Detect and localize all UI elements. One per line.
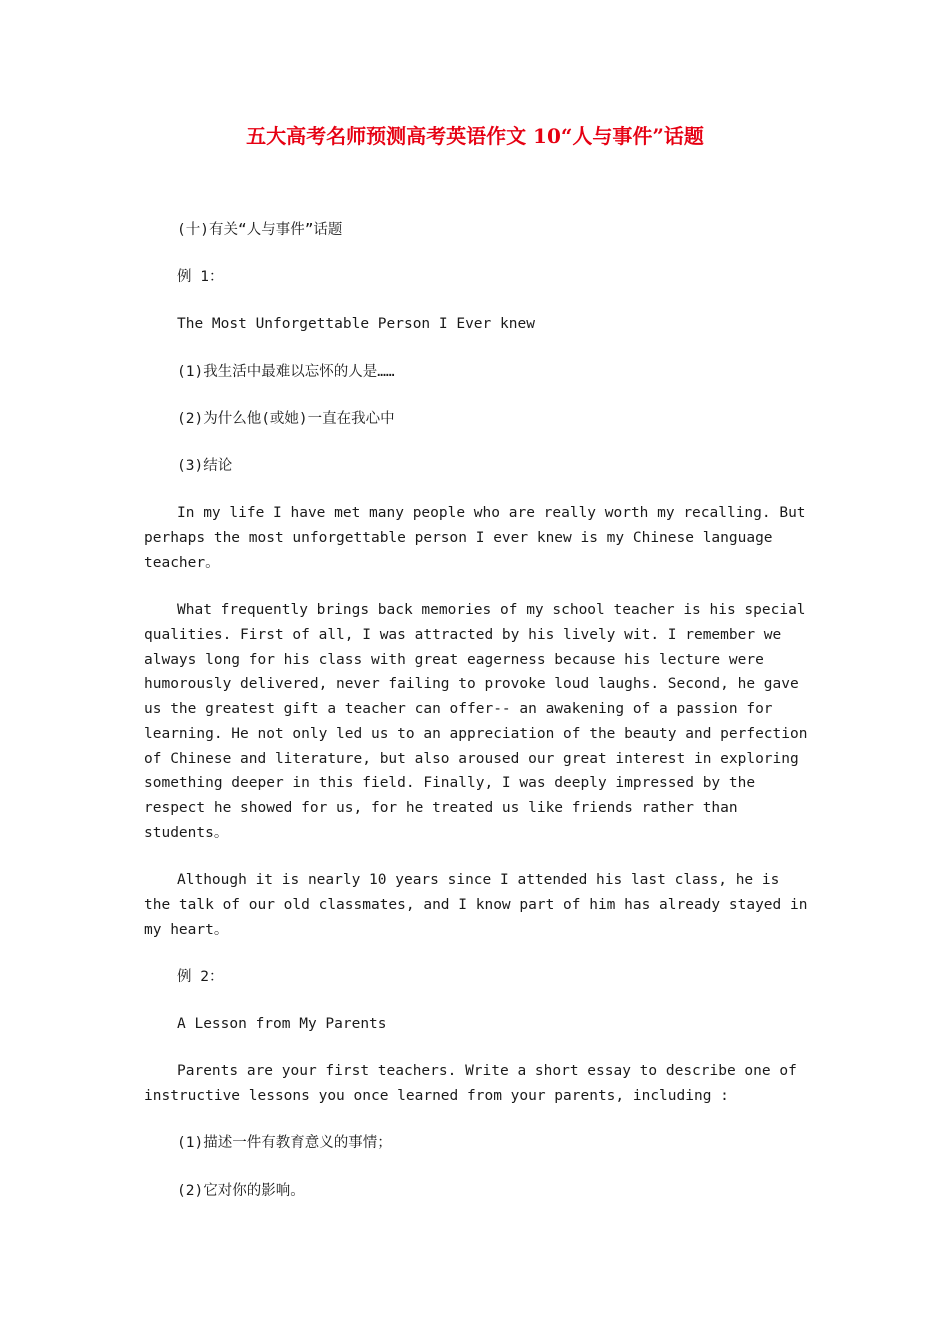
outline-point-3: (3)结论	[177, 457, 233, 474]
document-body	[144, 218, 809, 1226]
essay-paragraph-2: What frequently brings back memories of my school teacher is his special qualities. First of all, I was attracted by his lively wit. I remember we always long for his class with great eagerness because his lecture were humorously delivered, never failing to provoke loud laughs. Second, he gave us the greatest gift a teacher can offer-- an awakening of a passion for learning. He not only led us to an appreciation of the beauty and perfection of Chinese and literature, but also aroused our great interest in exploring something deeper in this field. Finally, I was deeply impressed by the respect he showed for us, for he treated us like friends rather than students。	[144, 601, 808, 842]
example-2-label: 例 2：	[177, 969, 224, 986]
requirement-1: (1)描述一件有教育意义的事情；	[177, 1135, 392, 1152]
document-title: 五大高考名师预测高考英语作文 10“人与事件”话题	[246, 124, 704, 148]
example-1-label: 例 1：	[177, 269, 224, 286]
example-1-essay-title: The Most Unforgettable Person I Ever knew	[177, 316, 535, 333]
requirement-2: (2)它对你的影响。	[177, 1182, 305, 1199]
outline-point-1: (1)我生活中最难以忘怀的人是……	[177, 363, 395, 380]
topic-heading: (十)有关“人与事件”话题	[177, 222, 343, 238]
outline-point-2: (2)为什么他(或她)一直在我心中	[177, 410, 395, 427]
example-2-essay-title: A Lesson from My Parents	[177, 1016, 387, 1033]
essay-paragraph-1: In my life I have met many people who are really worth my recalling. But perhaps the most unforgettable person I ever knew is my Chinese language teacher。	[144, 505, 806, 571]
essay-paragraph-3: Although it is nearly 10 years since I attended his last class, he is the talk of our old classmates, and I know part of him has already stayed in my heart。	[144, 872, 808, 938]
example-2-prompt: Parents are your first teachers. Write a short essay to describe one of instructive lessons you once learned from your parents, including :	[144, 1063, 797, 1105]
